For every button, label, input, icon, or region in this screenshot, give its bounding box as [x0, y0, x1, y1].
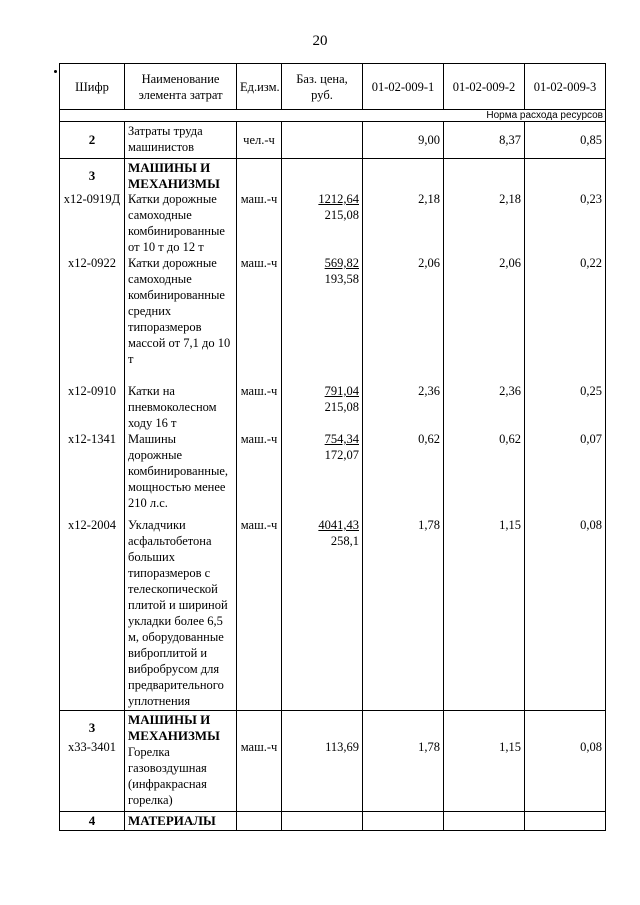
machines2-v2 — [444, 711, 525, 812]
machines2-block — [60, 711, 606, 812]
header-name: Наименование элемента затрат — [125, 64, 237, 110]
machine2-v3: 0,08 — [580, 740, 602, 754]
norm-row — [60, 110, 606, 122]
labor-name: Затраты труда машинистов — [125, 122, 237, 159]
machines2-names — [125, 711, 237, 812]
machine-price-2: 172,07 — [324, 448, 359, 462]
machines2-codes — [60, 711, 125, 812]
machine-v2: 2,06 — [499, 256, 521, 270]
header-unit: Ед.изм. — [237, 64, 282, 110]
machine-v3: 0,25 — [580, 384, 602, 398]
machine-unit: маш.-ч — [240, 256, 278, 270]
page-number: 20 — [312, 33, 328, 49]
header-col3: 01-02-009-3 — [525, 64, 606, 110]
machine-price-2: 193,58 — [324, 272, 359, 286]
machine-price-2: 215,08 — [324, 208, 359, 222]
machine-name: Машины дорожные комбинированные, мощностью менее 210 л.с. — [128, 432, 229, 510]
machines2-units — [237, 711, 282, 812]
machines2-v3 — [525, 711, 606, 812]
machines-units — [237, 159, 282, 711]
machine-price: 791,04 — [324, 384, 359, 398]
machine-v1: 2,36 — [418, 384, 440, 398]
machine-v1: 0,62 — [418, 432, 440, 446]
machine-v2: 0,62 — [499, 432, 521, 446]
machine-v3: 0,23 — [580, 192, 602, 206]
machine-code: х12-0919Д — [63, 192, 121, 206]
machine-code: х12-0910 — [68, 384, 116, 398]
machine-price: 754,34 — [324, 432, 359, 446]
header-row — [60, 64, 606, 110]
machine-v1: 2,18 — [418, 192, 440, 206]
machine-price: 4041,43 — [318, 518, 359, 532]
materials-title: МАТЕРИАЛЫ — [125, 812, 237, 831]
machine2-name: Горелка газовоздушная (инфракрасная горелка) — [128, 745, 207, 807]
machine-code: х12-0922 — [68, 256, 116, 270]
machine2-v1: 1,78 — [418, 740, 440, 754]
machine2-v2: 1,15 — [499, 740, 521, 754]
section-title: МАШИНЫ И МЕХАНИЗМЫ — [128, 712, 220, 743]
machines-names — [125, 159, 237, 711]
machines-codes — [60, 159, 125, 711]
machine-price-2: 258,1 — [330, 534, 359, 548]
machine-unit: маш.-ч — [240, 518, 278, 532]
labor-code: 2 — [60, 122, 125, 159]
machines-v3 — [525, 159, 606, 711]
header-col1: 01-02-009-1 — [363, 64, 444, 110]
header-code: Шифр — [60, 64, 125, 110]
labor-v1: 9,00 — [363, 122, 444, 159]
section-title: МАШИНЫ И МЕХАНИЗМЫ — [128, 160, 220, 191]
labor-v2: 8,37 — [444, 122, 525, 159]
section-code: 3 — [88, 168, 96, 183]
machine-v1: 2,06 — [418, 256, 440, 270]
resource-table — [59, 63, 606, 831]
machine-unit: маш.-ч — [240, 432, 278, 446]
machine-name: Катки дорожные самоходные комбинированные средних типоразмеров массой от 7,1 до 10 т — [128, 256, 231, 366]
machines-v1 — [363, 159, 444, 711]
machine-name: Катки дорожные самоходные комбинированные от 10 т до 12 т — [128, 192, 225, 254]
machine-v2: 2,18 — [499, 192, 521, 206]
machine-price: 569,82 — [324, 256, 359, 270]
machine-name: Укладчики асфальтобетона больших типоразмеров с телескопической плитой и шириной укладки более 6,5 м, оборудованные виброплитой и вибробрусом для предварительного уплотнения — [128, 518, 228, 708]
machine-v2: 1,15 — [499, 518, 521, 532]
labor-row — [60, 122, 606, 159]
machine2-code: х33-3401 — [68, 740, 116, 754]
machine-price: 1212,64 — [318, 192, 359, 206]
header-col2: 01-02-009-2 — [444, 64, 525, 110]
machines-block — [60, 159, 606, 711]
machines-prices — [282, 159, 363, 711]
machine2-price: 113,69 — [325, 740, 359, 754]
margin-dot — [54, 70, 57, 73]
machine2-unit: маш.-ч — [240, 740, 278, 754]
header-price: Баз. цена, руб. — [282, 64, 363, 110]
norm-label: Норма расхода ресурсов — [60, 110, 606, 122]
labor-v3: 0,85 — [525, 122, 606, 159]
machines-v2 — [444, 159, 525, 711]
machine-name: Катки на пневмоколесном ходу 16 т — [128, 384, 217, 430]
machine-v1: 1,78 — [418, 518, 440, 532]
machine-unit: маш.-ч — [240, 192, 278, 206]
labor-price — [282, 122, 363, 159]
machine-unit: маш.-ч — [240, 384, 278, 398]
machine-price-2: 215,08 — [324, 400, 359, 414]
machines2-v1 — [363, 711, 444, 812]
machines2-prices — [282, 711, 363, 812]
machine-v2: 2,36 — [499, 384, 521, 398]
labor-unit: чел.-ч — [237, 122, 282, 159]
materials-code: 4 — [60, 812, 125, 831]
machine-v3: 0,07 — [580, 432, 602, 446]
machine-v3: 0,22 — [580, 256, 602, 270]
machine-code: х12-2004 — [68, 518, 116, 532]
machine-v3: 0,08 — [580, 518, 602, 532]
materials-row — [60, 812, 606, 831]
section-code: 3 — [88, 720, 96, 735]
machine-code: х12-1341 — [68, 432, 116, 446]
